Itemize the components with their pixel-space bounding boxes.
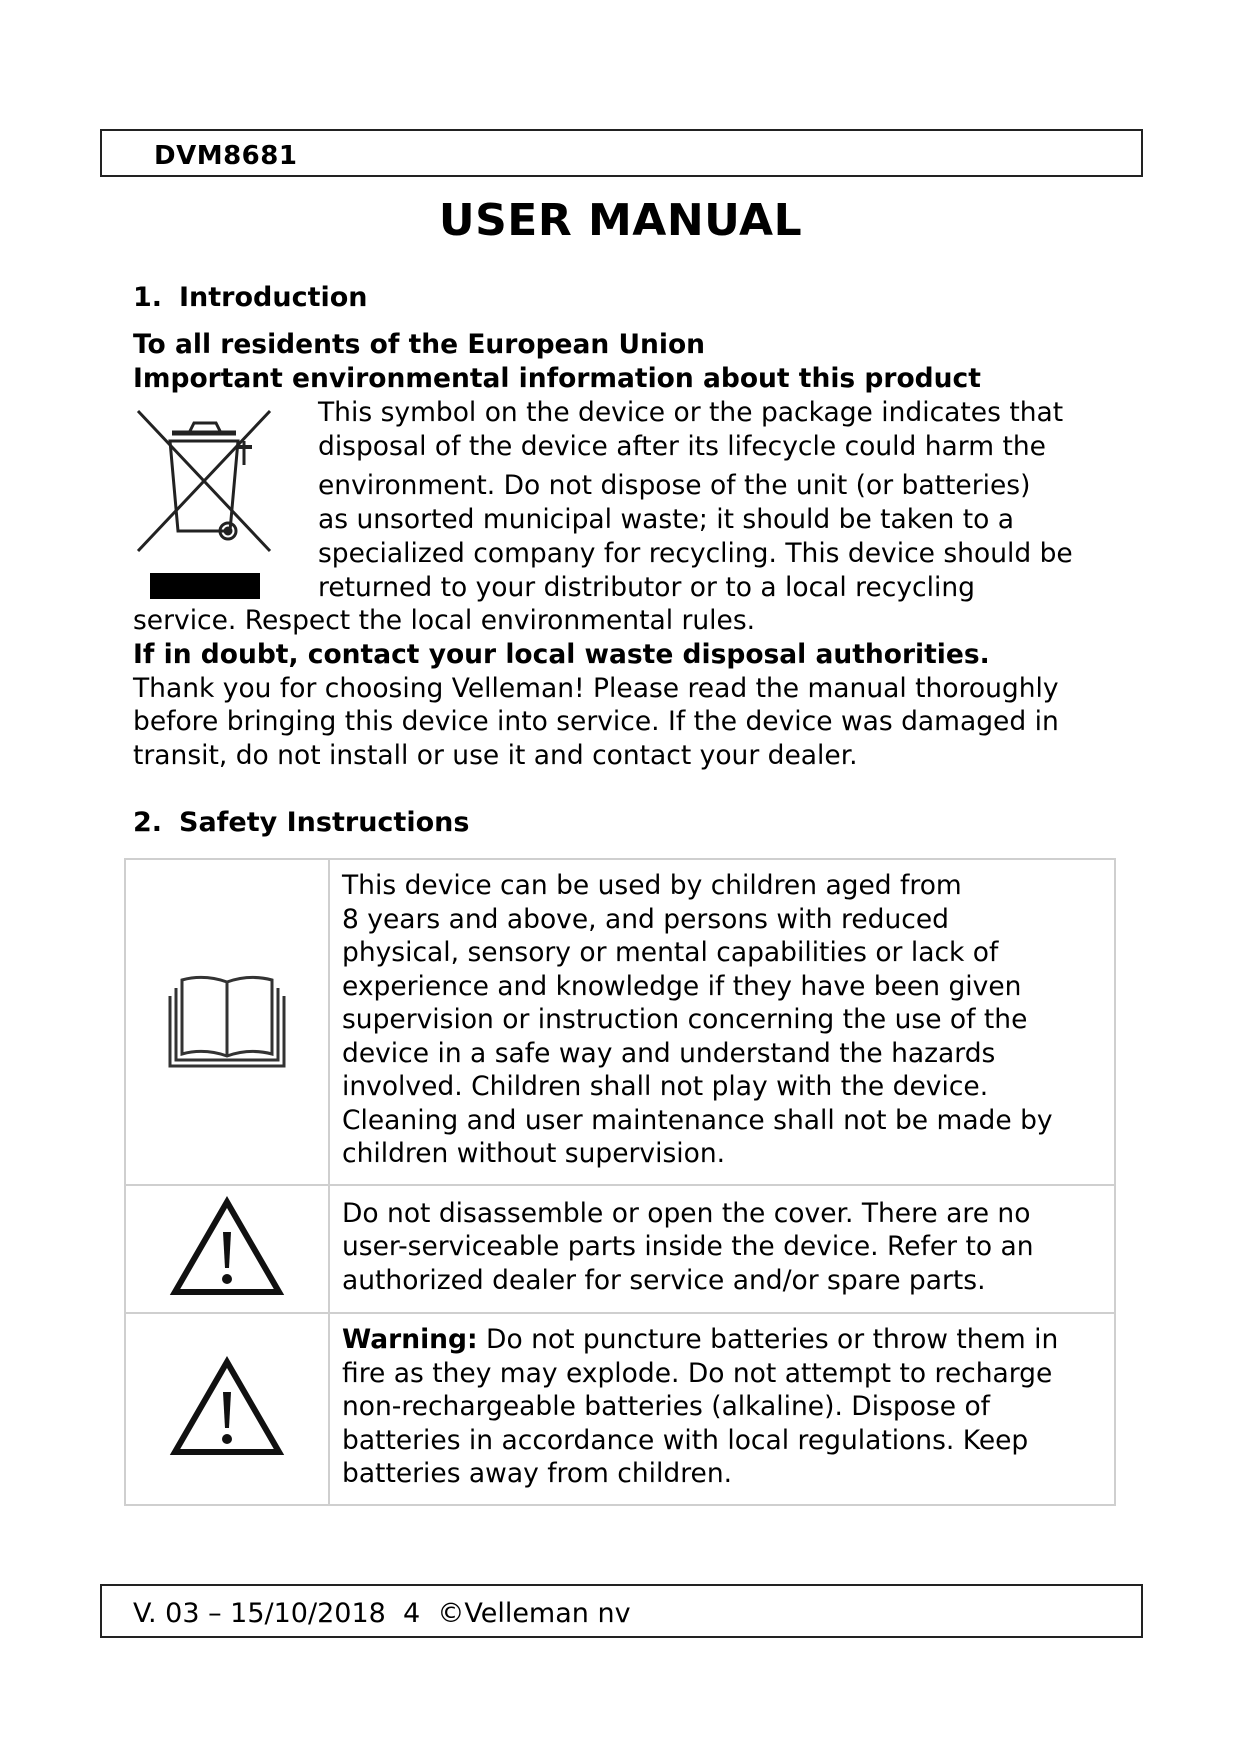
doubt-notice: If in doubt, contact your local waste disposal authorities. (133, 639, 990, 670)
safety-text-line: batteries away from children. (342, 1458, 733, 1490)
safety-text-line: Do not disassemble or open the cover. There are no (342, 1197, 1031, 1229)
page-title: USER MANUAL (438, 195, 803, 246)
symbol-text-line: environment. Do not dispose of the unit (or batteries) (318, 470, 1031, 501)
symbol-text-line: returned to your distributor or to a local recycling (318, 572, 975, 603)
symbol-text-line: disposal of the device after its lifecycle could harm the (318, 431, 1046, 462)
warning-text: Do not puncture batteries or throw them in (477, 1324, 1059, 1356)
manual-book-icon (162, 970, 292, 1070)
safety-text-line: physical, sensory or mental capabilities or lack of (342, 937, 999, 969)
safety-text-line (342, 1323, 1110, 1357)
safety-text-cell (329, 1313, 1115, 1505)
safety-text-line: 8 years and above, and persons with reduced (342, 903, 949, 935)
safety-text-line: children without supervision. (342, 1138, 726, 1170)
weee-bin-icon (134, 403, 274, 603)
safety-text-line: device in a safe way and understand the hazards (342, 1037, 996, 1069)
model-number: DVM8681 (154, 141, 298, 171)
section-2-number: 2. (133, 807, 163, 838)
environmental-info-heading: Important environmental information about this product (133, 363, 981, 394)
icon-cell (125, 1185, 329, 1313)
thanks-text-line: transit, do not install or use it and contact your dealer. (133, 740, 858, 771)
symbol-text-line: as unsorted municipal waste; it should be taken to a (318, 504, 1014, 535)
safety-text-cell (329, 859, 1115, 1185)
safety-text-line: batteries in accordance with local regulations. Keep (342, 1424, 1029, 1456)
eu-residents-heading: To all residents of the European Union (133, 329, 706, 360)
warning-triangle-icon (169, 1196, 285, 1298)
warning-triangle-icon (169, 1356, 285, 1458)
safety-row (125, 1313, 1115, 1505)
thanks-text-line: before bringing this device into service. If the device was damaged in (133, 706, 1059, 737)
safety-text-line: supervision or instruction concerning the use of the (342, 1004, 1028, 1036)
section-2-title: Safety Instructions (179, 807, 470, 838)
symbol-text-line: service. Respect the local environmental rules. (133, 605, 756, 636)
footer-copyright: ©Velleman nv (437, 1598, 631, 1629)
warning-label: Warning: (342, 1324, 478, 1356)
safety-table (124, 858, 1116, 1506)
header-box (100, 129, 1143, 177)
safety-text-line: fire as they may explode. Do not attempt to recharge (342, 1357, 1053, 1389)
safety-text-line: non-rechargeable batteries (alkaline). Dispose of (342, 1391, 990, 1423)
page-number: 4 (402, 1598, 421, 1629)
safety-text-line: authorized dealer for service and/or spare parts. (342, 1264, 986, 1296)
thanks-text-line: Thank you for choosing Velleman! Please read the manual thoroughly (133, 673, 1059, 704)
section-2-heading (133, 807, 469, 838)
icon-cell (125, 1313, 329, 1505)
symbol-text-line: This symbol on the device or the package indicates that (318, 397, 1064, 428)
footer-box (100, 1584, 1143, 1638)
footer-version: V. 03 – 15/10/2018 (133, 1598, 386, 1629)
icon-cell (125, 859, 329, 1185)
safety-text-line: involved. Children shall not play with the device. (342, 1071, 989, 1103)
section-1-heading (133, 282, 368, 313)
safety-row (125, 859, 1115, 1185)
safety-text-line: This device can be used by children aged from (342, 870, 962, 902)
section-1-title: Introduction (179, 282, 368, 313)
section-1-number: 1. (133, 282, 163, 313)
safety-text-line: Cleaning and user maintenance shall not be made by (342, 1104, 1053, 1136)
safety-text-line: user-serviceable parts inside the device. Refer to an (342, 1231, 1034, 1263)
symbol-text-line: specialized company for recycling. This device should be (318, 538, 1073, 569)
safety-text-line: experience and knowledge if they have been given (342, 970, 1022, 1002)
safety-row (125, 1185, 1115, 1313)
safety-text-cell (329, 1185, 1115, 1313)
footer-text (133, 1598, 631, 1629)
